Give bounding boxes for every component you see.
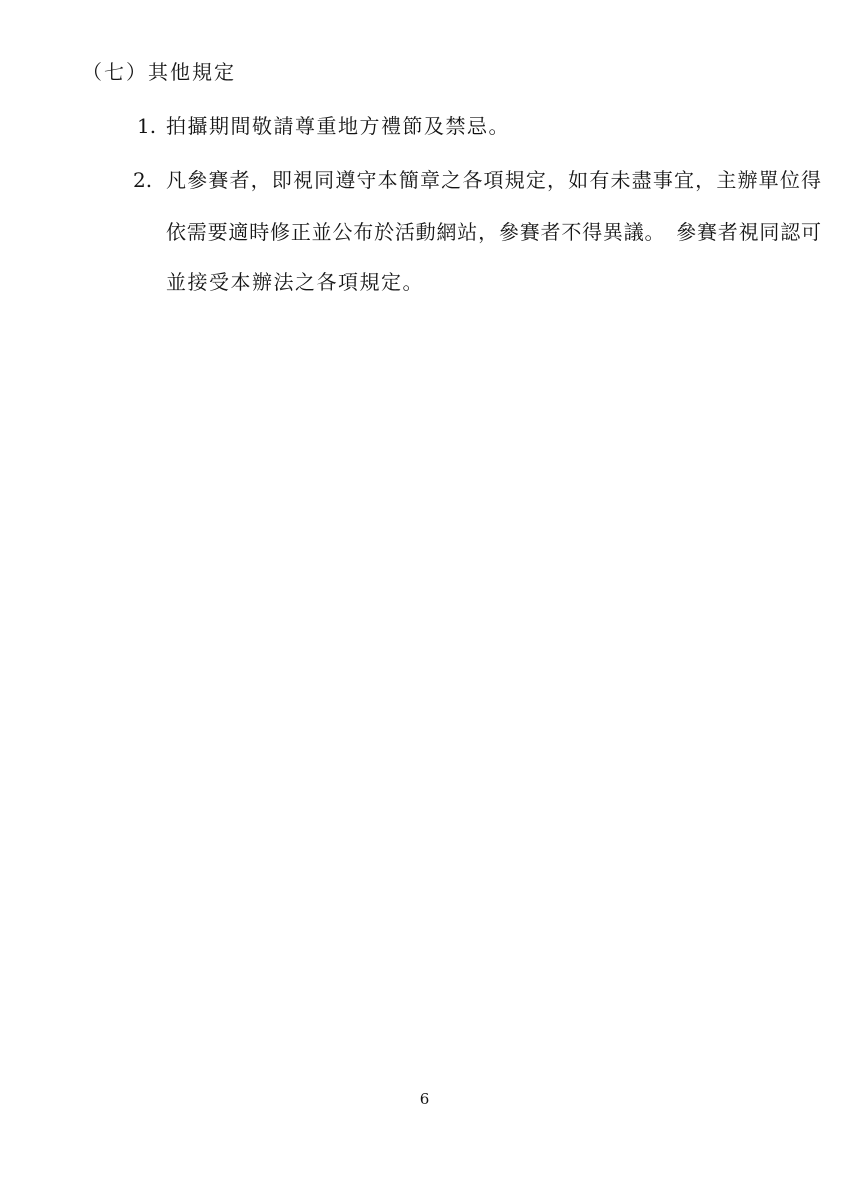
section-heading: （七）其他規定 [82,60,236,84]
list-item-2-number: 2. [133,168,153,192]
list-item-2-text-line-2: 依需要適時修正並公布於活動網站，參賽者不得異議。 參賽者視同認可 [166,220,821,244]
list-item-2-text-line-1: 凡參賽者，即視同遵守本簡章之各項規定，如有未盡事宜，主辦單位得 [166,168,821,192]
list-item-1-number: 1. [137,114,157,138]
list-item-2-text-line-3: 並接受本辦法之各項規定。 [166,270,424,294]
list-item-1-text: 拍攝期間敬請尊重地方禮節及禁忌。 [166,114,510,138]
page-number: 6 [419,1090,430,1108]
